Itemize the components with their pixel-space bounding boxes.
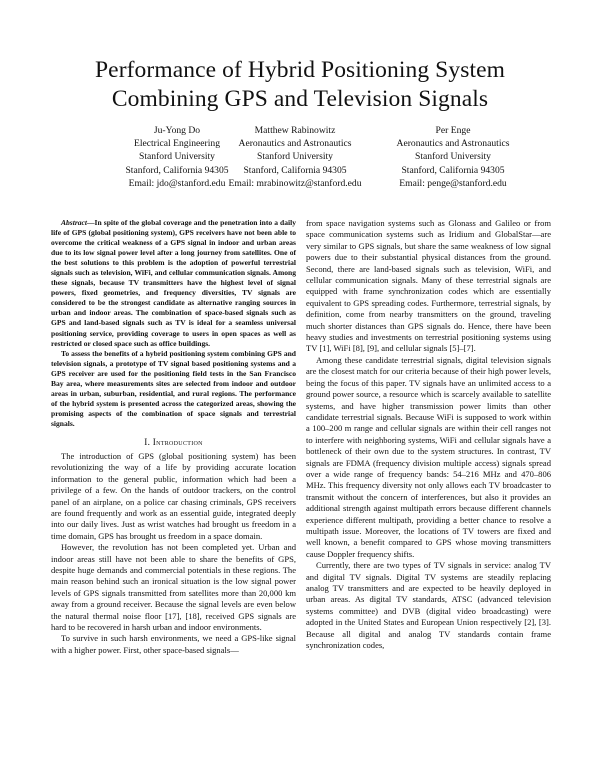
intro-paragraph-5: Among these candidate terrestrial signals, digital television signals are the closest match for our criteria because of their high power levels, being the focus of this paper. TV signals have an unlimited access to a ground power source, a resource which is scarcely available to satellite systems, and have higher transmission power limits than other candidate terrestrial signals. Because WiFi is supposed to work within a 100–200 m range and cellular signals are within their cell ranges not to interfere with neighboring systems, WiFi and cellular signals have a bottleneck of their own due to the system structures. In contrast, TV signals are FDMA (frequency division multiple access) signals spread over a wide range of frequency bands: 54–216 MHz and 470–806 MHz. This frequency diversity not only allows each TV broadcaster to transmit without the concern of interferences, but also it provides an additional strength against multipath errors because different channels experience different multipath, providing a better chance to resolve a multipath issue. Moreover, the locations of TV towers are fixed and well known, a benefit compared to GPS whose moving transmitters cause Doppler frequency shifts.	[306, 354, 551, 559]
author-address: Stanford, California 94305	[401, 164, 505, 176]
abstract-paragraph-1: —In spite of the global coverage and the penetration into a daily life of GPS (global positioning system), GPS receivers have not been able to overcome the critical weakness of a GPS signal in indoor and urban areas due to its low signal power level after a long journey from satellites. One of the best solutions to this problem is the adoption of powerful terrestrial signals such as television, WiFi, and cellular communication signals. Among these signals, because TV transmitters have the highest level of signal powers, fixed geometries, and frequency diversities, TV signals are considered to be the strongest candidate as alternative ranging sources in urban and indoor areas. The combination of space-based signals such as GPS and land-based signals such as TV is ideal for a seamless universal positioning service, providing coverage to users in open spaces as well as restricted or closed space such as office buildings.	[51, 218, 296, 348]
author-name: Matthew Rabinowitz	[254, 125, 336, 136]
title-line-2: Combining GPS and Television Signals	[111, 86, 489, 112]
intro-paragraph-3: To survive in such harsh environments, we need a GPS-like signal with a higher power. First, other space-based signals—	[51, 633, 296, 655]
paper-title	[30, 56, 570, 114]
author-block-3	[358, 124, 548, 190]
abstract	[51, 218, 296, 429]
author-name: Per Enge	[435, 125, 471, 136]
intro-paragraph-6: Currently, there are two types of TV signals in service: analog TV and digital TV signals. Digital TV systems are steadily replacing analog TV transmitters and are expected to be heavily deployed in urban areas. As digital TV standards, ATSC (advanced television systems committee) and DVB (digital video broadcasting) were adopted in the United States and European Union respectively [2], [3]. Because all digital and analog TV standards contain frame synchronization codes,	[306, 560, 551, 651]
author-department: Aeronautics and Astronautics	[396, 138, 510, 150]
right-column	[306, 218, 551, 651]
author-name: Ju-Yong Do	[153, 125, 201, 136]
introduction-left	[51, 451, 296, 656]
author-email: Email: penge@stanford.edu	[399, 177, 507, 189]
author-email: Email: mrabinowitz@stanford.edu	[228, 177, 362, 189]
author-organization: Stanford University	[139, 151, 215, 163]
intro-paragraph-4: from space navigation systems such as Glonass and Galileo or from space communication systems such as Iridium and GlobalStar—are very similar to GPS signals, but share the same weakness of low signal powers due to their substantial physical distances from the ground. Second, there are land-based signals such as television, WiFi, and cellular communication signals. Many of these terrestrial signals are equipped with frame synchronization codes which are essentially equivalent to GPS spreading codes. Furthermore, terrestrial signals, by definition, come from nearby transmitters on the ground, traveling much shorter distances than GPS signals do. Hence, there have been heavy studies and investments on terrestrial positioning systems using TV [1], WiFi [8], [9], and cellular signals [5]–[7].	[306, 218, 551, 354]
author-department: Electrical Engineering	[133, 138, 221, 150]
abstract-label: Abstract	[61, 218, 87, 227]
author-email: Email: jdo@stanford.edu	[128, 177, 226, 189]
intro-paragraph-2: However, the revolution has not been completed yet. Urban and indoor areas still have not been able to share the benefits of GPS, despite huge demands and commercial potentials in these regions. The main reason behind such an ironical situation is the low signal power levels of GPS signals transmitted from satellites more than 20,000 km away from a ground receiver. Because the signal levels are even below the natural thermal noise floor [17], [18], received GPS signals are hard to be recovered in harsh urban and indoor environments.	[51, 542, 296, 633]
author-organization: Stanford University	[257, 151, 333, 163]
section-number: I.	[144, 436, 151, 447]
author-address: Stanford, California 94305	[243, 164, 347, 176]
left-column	[51, 218, 296, 656]
section-title: Introduction	[152, 436, 203, 447]
section-heading	[51, 437, 296, 447]
author-address: Stanford, California 94305	[125, 164, 229, 176]
author-department: Aeronautics and Astronautics	[238, 138, 352, 150]
intro-paragraph-1: The introduction of GPS (global positioning system) has been revolutionizing the way of a life by providing accurate location information to the general public, information which had been a privilege of a few. On the hands of outdoor trackers, on the control panel of an airplane, on a police car chasing criminals, GPS receivers are found frequently and work as an essential guide, integrated deeply into our daily lives. Just as wrist watches had brought us freedom in a time domain, GPS has brought us freedom in a space domain.	[51, 450, 296, 541]
abstract-paragraph-2: To assess the benefits of a hybrid positioning system combining GPS and television signals, a prototype of TV signal based positioning systems and a GPS receiver are used for the positioning field tests in the San Francisco Bay area, where measurements sites are selected from indoor and outdoor areas in urban, suburban, residential, and rural regions. The performance of the hybrid system is presented across the categorized areas, showing the promising aspects of the combination of space signals and terrestrial signals.	[51, 348, 296, 428]
author-organization: Stanford University	[415, 151, 491, 163]
introduction-right	[306, 218, 551, 651]
title-line-1: Performance of Hybrid Positioning System	[95, 57, 505, 83]
